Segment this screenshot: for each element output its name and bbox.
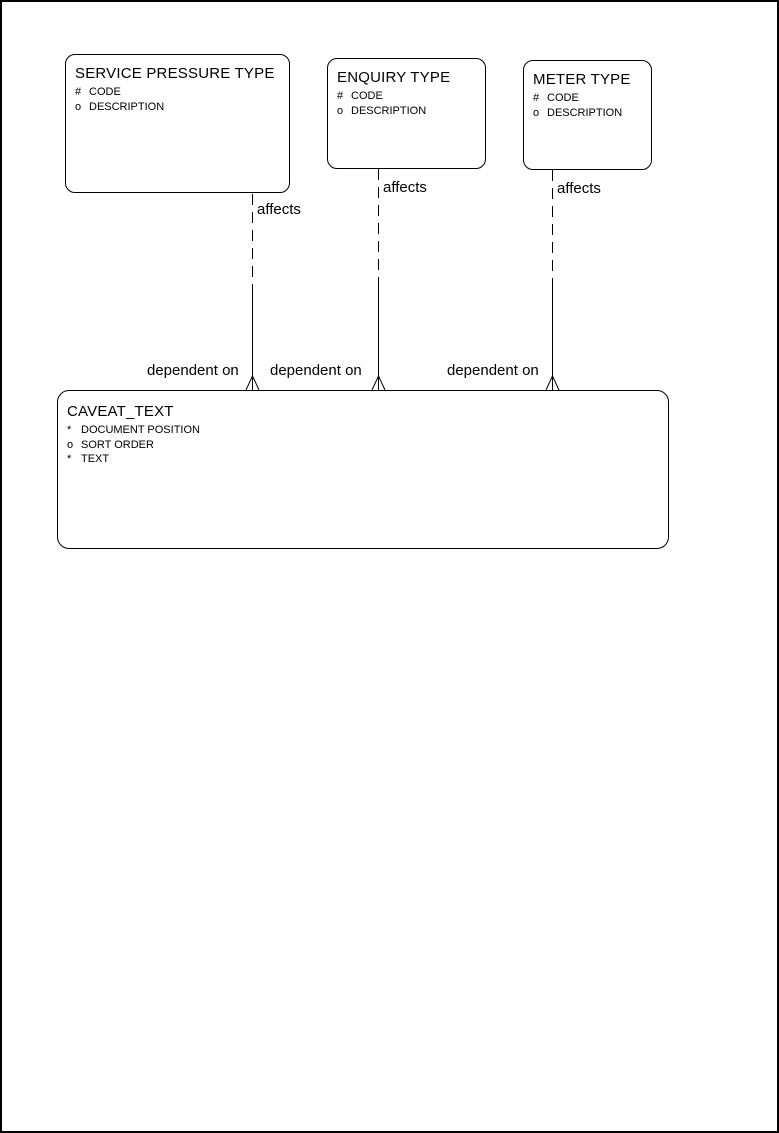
attribute-row <box>337 89 476 104</box>
relationship-label-dependent-on: dependent on <box>147 362 239 379</box>
attribute-row <box>67 423 659 438</box>
relationship-label-affects: affects <box>557 180 601 197</box>
attribute-optional-marker: o <box>75 100 82 113</box>
attribute-name: DOCUMENT POSITION <box>81 424 200 436</box>
attribute-key-marker: # <box>337 90 344 102</box>
entity-service-pressure-type[interactable] <box>65 54 290 193</box>
attribute-name: DESCRIPTION <box>351 104 427 117</box>
attribute-row <box>75 85 280 100</box>
attribute-row <box>75 100 280 115</box>
crow-foot-icon <box>546 376 559 390</box>
attribute-key-marker: # <box>75 86 82 98</box>
attribute-optional-marker: o <box>533 106 540 119</box>
attribute-row <box>533 106 642 121</box>
attribute-name: DESCRIPTION <box>89 100 165 113</box>
relationship-line-enquiry-type <box>372 169 385 390</box>
attribute-mandatory-marker: * <box>67 453 72 465</box>
entity-title: SERVICE PRESSURE TYPE <box>75 65 275 82</box>
attribute-row <box>337 104 476 119</box>
crow-foot-icon <box>246 376 259 390</box>
entity-enquiry-type[interactable] <box>327 58 486 169</box>
entity-title: CAVEAT_TEXT <box>67 403 174 420</box>
crow-foot-icon <box>372 376 385 390</box>
attribute-mandatory-marker: * <box>67 424 72 436</box>
relationship-line-service-pressure-type <box>246 194 259 390</box>
attribute-key-marker: # <box>533 92 540 104</box>
relationship-label-dependent-on: dependent on <box>270 362 362 379</box>
attribute-row <box>67 452 659 467</box>
relationship-line-meter-type <box>546 170 559 390</box>
attribute-name: CODE <box>351 90 383 102</box>
relationship-label-dependent-on: dependent on <box>447 362 539 379</box>
attribute-row <box>533 91 642 106</box>
entity-caveat-text[interactable] <box>57 390 669 549</box>
entity-title: METER TYPE <box>533 71 631 88</box>
attribute-name: CODE <box>547 92 579 104</box>
attribute-name: CODE <box>89 86 121 98</box>
relationship-label-affects: affects <box>383 179 427 196</box>
attribute-name: DESCRIPTION <box>547 106 623 119</box>
attribute-name: TEXT <box>81 453 110 465</box>
attribute-optional-marker: o <box>67 438 74 451</box>
entity-title: ENQUIRY TYPE <box>337 69 451 86</box>
attribute-optional-marker: o <box>337 104 344 117</box>
entity-meter-type[interactable] <box>523 60 652 170</box>
relationship-label-affects: affects <box>257 201 301 218</box>
attribute-name: SORT ORDER <box>81 438 154 451</box>
attribute-row <box>67 438 659 453</box>
